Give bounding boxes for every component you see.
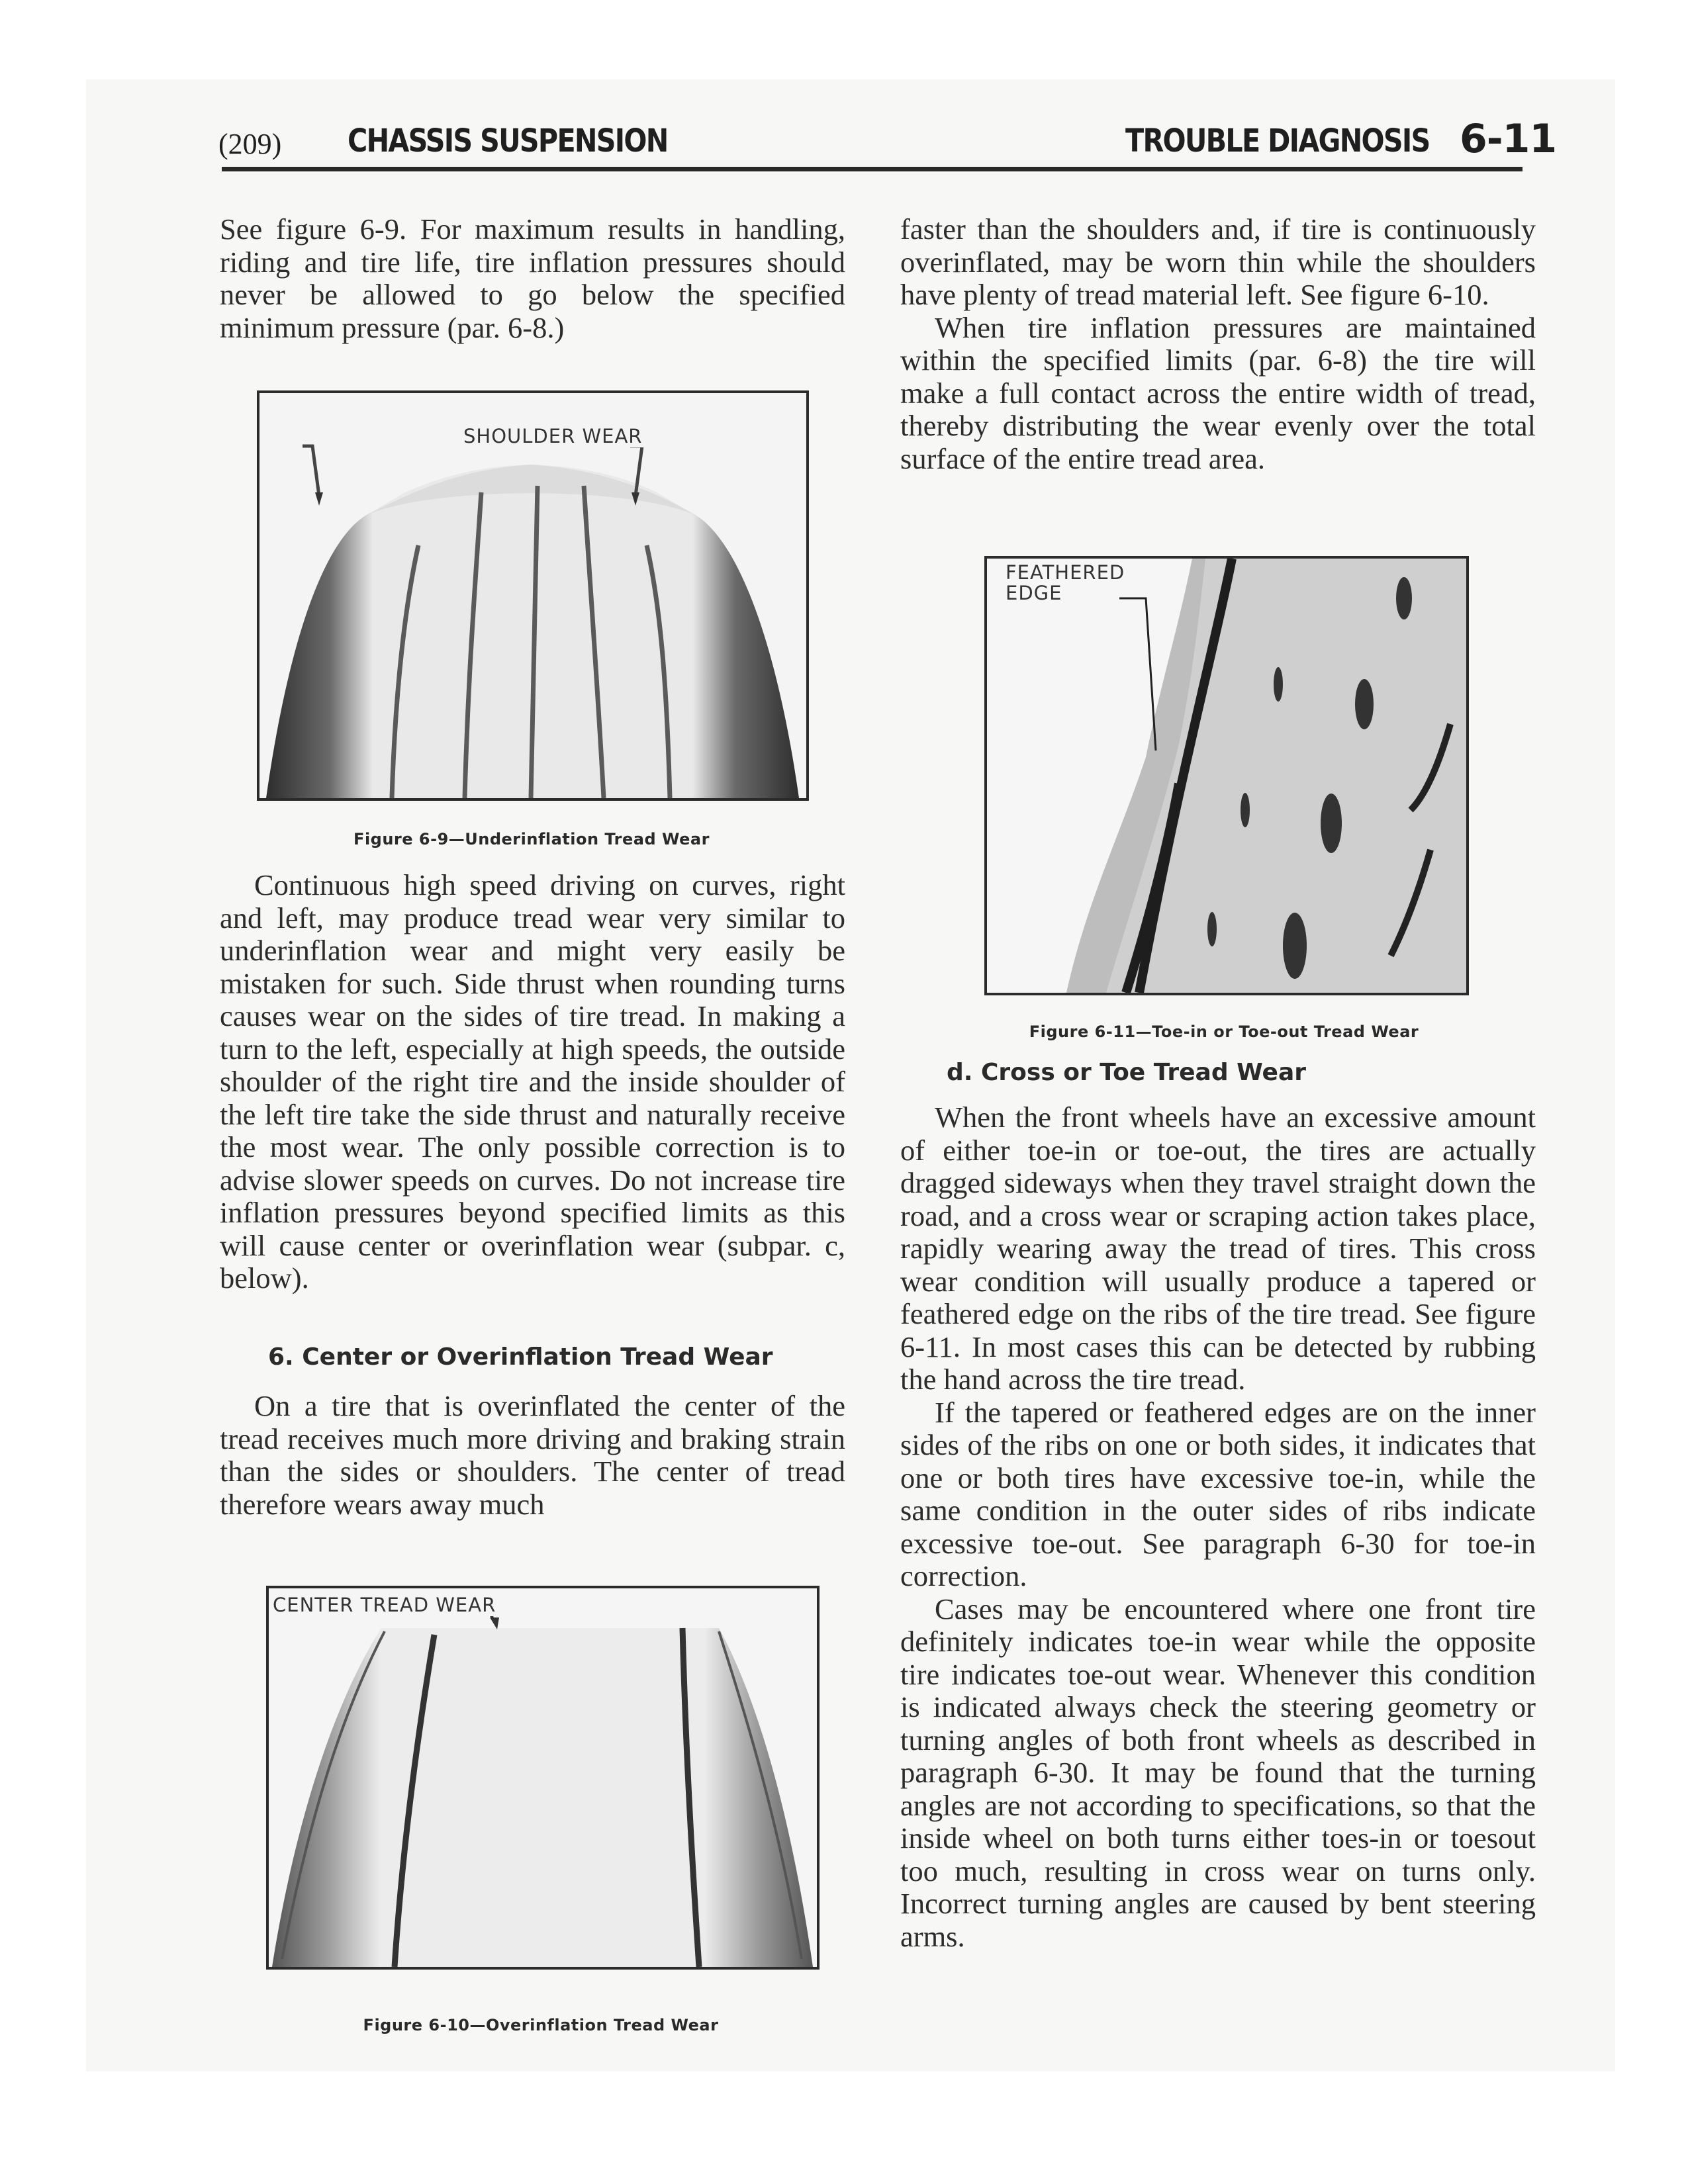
paragraph-text: On a tire that is overinflated the center of the tread receives much more driving and braking strain than the sides or shoulders. The center of tread therefore wears away much xyxy=(220,1389,845,1521)
paragraph-text: Cases may be encountered where one front tire definitely indicates toe-in wear while the opposite tire indicates toe-out wear. Whenever this condition is indicated always check the steering geometry or turning angles of both front wheels as described in paragraph 6-30. It may be found that the turning angles are not according to specifications, so that the inside wheel on both turns either toes-in or toesout too much, resulting in cross wear on turns only. Incorrect turning angles are caused by bent steering arms. xyxy=(900,1592,1536,1953)
figure-label-shoulder-wear: SHOULDER WEAR xyxy=(458,425,647,447)
label-line: FEATHERED xyxy=(1006,561,1125,584)
chapter-title: CHASSIS SUSPENSION xyxy=(348,122,668,159)
heading-cross-toe-wear: d. Cross or Toe Tread Wear xyxy=(947,1059,1307,1086)
figure-6-10-caption: Figure 6-10—Overinflation Tread Wear xyxy=(363,2016,719,2034)
figure-6-10 xyxy=(266,1586,820,1970)
left-para-2 xyxy=(220,869,845,1295)
figure-label-center-tread-wear: CENTER TREAD WEAR xyxy=(273,1594,500,1616)
section-title: TROUBLE DIAGNOSIS xyxy=(1125,122,1430,159)
page-code: 6-11 xyxy=(1460,116,1557,162)
paragraph-text: See figure 6-9. For maximum results in handling, riding and tire life, tire inflation pressures should never be allowed to go below the specified minimum pressure (par. 6-8.) xyxy=(220,212,845,344)
right-paras-bottom xyxy=(900,1101,1536,1953)
figure-6-9 xyxy=(257,390,809,801)
paragraph-text: When tire inflation pressures are maintained within the specified limits (par. 6-8) the tire will make a full contact across the entire width of tread, thereby distributing the wear evenly over the total surface of the entire tread area. xyxy=(900,310,1536,475)
paragraph-text: When the front wheels have an excessive amount of either toe-in or toe-out, the tires are actually dragged sideways when they travel straight down the road, and a cross wear or scraping action takes place, rapidly wearing away the tread of tires. This cross wear condition will usually produce a tapered or feathered edge on the ribs of the tire tread. See figure 6-11. In most cases this can be detected by rubbing the hand across the tire tread. xyxy=(900,1101,1536,1396)
label-line: EDGE xyxy=(1006,582,1062,604)
underinflated-tire-illustration xyxy=(259,393,806,798)
paragraph-text: If the tapered or feathered edges are on the inner sides of the ribs on one or both sides, it indicates that one or both tires have excessive toe-in, while the same condition in the outer sides of ribs indicate excessive toe-out. See paragraph 6-30 for toe-in correction. xyxy=(900,1395,1536,1592)
figure-6-9-caption: Figure 6-9—Underinflation Tread Wear xyxy=(353,830,710,848)
figure-6-11 xyxy=(984,556,1469,995)
figure-label-feathered-edge xyxy=(1006,563,1125,604)
overinflated-tire-illustration xyxy=(269,1588,817,1967)
figure-6-11-caption: Figure 6-11—Toe-in or Toe-out Tread Wear xyxy=(1029,1023,1419,1041)
toe-wear-tire-illustration xyxy=(987,559,1466,993)
right-paras-top xyxy=(900,213,1536,475)
page-number: (209) xyxy=(218,128,282,160)
paragraph-text: faster than the shoulders and, if tire is continuously overinflated, may be worn thin while the shoulders have plenty of tread material left. See figure 6-10. xyxy=(900,212,1536,311)
left-para-1 xyxy=(220,213,845,344)
left-para-3 xyxy=(220,1390,845,1521)
header-rule xyxy=(222,167,1523,171)
heading-center-overinflation: 6. Center or Overinflation Tread Wear xyxy=(268,1343,773,1371)
paragraph-text: Continuous high speed driving on curves, right and left, may produce tread wear very similar to underinflation wear and might very easily be mistaken for such. Side thrust when rounding turns causes wear on the sides of tire tread. In making a turn to the left, especially at high speeds, the outside shoulder of the right tire and the inside shoulder of the left tire take the side thrust and naturally receive the most wear. The only possible correction is to advise slower speeds on curves. Do not increase tire inflation pressures beyond specified limits as this will cause center or overinflation wear (subpar. c, below). xyxy=(220,868,845,1295)
